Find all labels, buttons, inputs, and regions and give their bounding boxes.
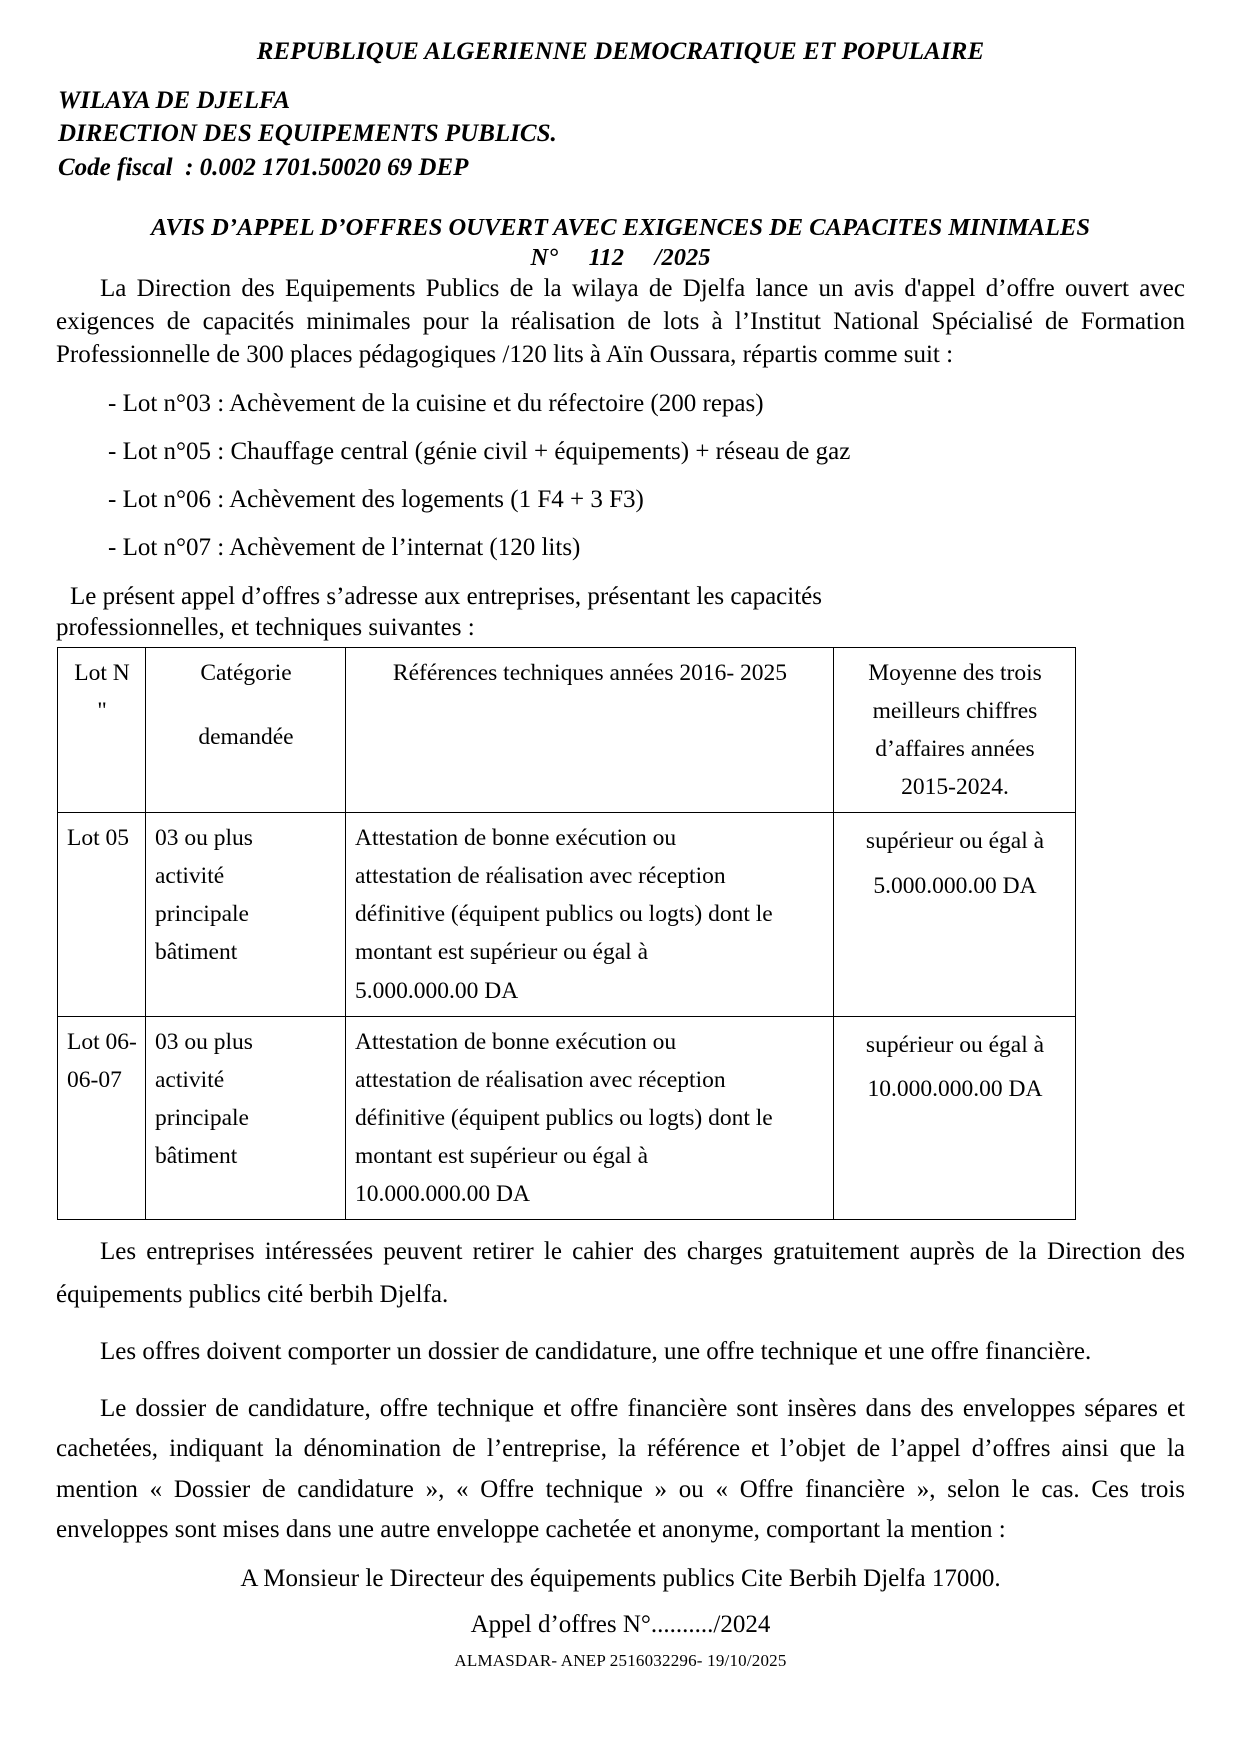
adresse-mention: A Monsieur le Directeur des équipements publics Cite Berbih Djelfa 17000. (240, 1564, 1001, 1592)
table-row (58, 1016, 1076, 1219)
issuer-block (58, 84, 1185, 184)
republic-heading: REPUBLIQUE ALGERIENNE DEMOCRATIQUE ET POPULAIRE (256, 38, 985, 65)
table-row (58, 813, 1076, 1016)
capacities-table (57, 647, 1076, 1220)
capacites-intro-line-2: professionnelles, et techniques suivantes : (56, 614, 475, 642)
cell-categorie (146, 1016, 346, 1219)
cell-references-line: définitive (équipent publics ou logts) dont le (355, 1104, 773, 1131)
cell-references-line: montant est supérieur ou égal à (355, 939, 649, 966)
col-header-categorie-line2: demandée (198, 724, 294, 751)
list-item: - Lot n°05 : Chauffage central (génie civil + équipements) + réseau de gaz (108, 437, 851, 465)
col-header-categorie (146, 648, 346, 813)
cell-moyenne (834, 813, 1076, 1016)
code-fiscal-line: Code fiscal : 0.002 1701.50020 69 DEP (58, 153, 469, 181)
cell-lot (58, 1016, 146, 1219)
col-header-moyenne-line4: 2015-2024. (901, 774, 1009, 801)
col-header-moyenne-line1: Moyenne des trois (868, 660, 1042, 686)
col-header-lot: Lot N " (58, 648, 146, 813)
cell-references-line: montant est supérieur ou égal à (355, 1142, 649, 1169)
cell-moyenne (834, 1016, 1076, 1219)
cell-references (346, 1016, 834, 1219)
notice-title-block (56, 214, 1185, 272)
cell-lot (58, 813, 146, 1016)
cell-references (346, 813, 834, 1016)
cell-references-line: Attestation de bonne exécution ou (355, 1028, 677, 1055)
retrait-paragraph: Les entreprises intéressées peuvent retirer le cahier des charges gratuitement auprès de la Direction des équipements publics cité berbih Djelfa. (56, 1237, 1185, 1308)
direction-line: DIRECTION DES EQUIPEMENTS PUBLICS. (58, 120, 557, 148)
cell-references-line: attestation de réalisation avec réception (355, 1066, 726, 1093)
intro-paragraph: La Direction des Equipements Publics de la wilaya de Djelfa lance un avis d'appel d’offre ouvert avec exigences de capacités minimales pour la réalisation de lots à l’Institut National Spécialisé de Formation Professionnelle de 300 places pédagogiques /120 lits à Aïn Oussara, répartis comme suit : (56, 274, 1185, 369)
notice-title: AVIS D’APPEL D’OFFRES OUVERT AVEC EXIGENCES DE CAPACITES MINIMALES (151, 213, 1090, 241)
cell-references-line: attestation de réalisation avec réception (355, 863, 726, 890)
table-header-row (58, 648, 1076, 813)
cell-moyenne-line2: 10.000.000.00 DA (867, 1076, 1043, 1103)
cell-categorie-line: bâtiment (155, 939, 238, 966)
cell-categorie-line: activité (155, 863, 225, 890)
cell-categorie-line: bâtiment (155, 1142, 238, 1169)
cell-references-line: définitive (équipent publics ou logts) dont le (355, 901, 773, 928)
col-header-categorie-line1: Catégorie (200, 660, 292, 686)
anep-footer: ALMASDAR- ANEP 2516032296- 19/10/2025 (454, 1650, 787, 1670)
cell-references-line: 10.000.000.00 DA (355, 1180, 530, 1207)
cell-categorie-line: 03 ou plus (155, 1028, 253, 1055)
cell-categorie-line: 03 ou plus (155, 825, 253, 852)
cell-lot-line2: 06-07 (67, 1066, 122, 1093)
cell-references-line: Attestation de bonne exécution ou (355, 825, 677, 852)
list-item: - Lot n°06 : Achèvement des logements (1 F4 + 3 F3) (108, 486, 644, 513)
lots-list (56, 388, 1185, 564)
capacites-intro-line-1: Le présent appel d’offres s’adresse aux entreprises, présentant les capacités (70, 582, 822, 610)
cell-lot-line1: Lot 05 (67, 825, 130, 852)
cell-moyenne-line1: supérieur ou égal à (865, 828, 1045, 855)
list-item: - Lot n°07 : Achèvement de l’internat (120 lits) (108, 534, 581, 562)
list-item: - Lot n°03 : Achèvement de la cuisine et du réfectoire (200 repas) (108, 389, 764, 417)
col-header-moyenne-line2: meilleurs chiffres (872, 698, 1038, 725)
cell-categorie-line: principale (155, 901, 249, 928)
cell-categorie (146, 813, 346, 1016)
wilaya-line: WILAYA DE DJELFA (58, 87, 291, 114)
offres-paragraph: Les offres doivent comporter un dossier de candidature, une offre technique et une offre financière. (100, 1337, 1092, 1365)
col-header-references: Références techniques années 2016- 2025 (346, 648, 834, 813)
cell-lot-line1: Lot 06- (67, 1028, 137, 1055)
cell-categorie-line: activité (155, 1066, 225, 1093)
capacites-intro (56, 581, 1185, 645)
cell-categorie-line: principale (155, 1104, 249, 1131)
enveloppes-paragraph: Le dossier de candidature, offre technique et offre financière sont insères dans des enveloppes sépares et cachetées, indiquant la dénomination de l’entreprise, la référence et l’objet de l’appel d’offres ainsi que la mention « Dossier de candidature », « Offre technique » ou « Offre financière », selon le cas. Ces trois enveloppes sont mises dans une autre enveloppe cachetée et anonyme, comportant la mention : (56, 1394, 1185, 1544)
col-header-moyenne-line3: d’affaires années (875, 736, 1035, 763)
cell-moyenne-line2: 5.000.000.00 DA (873, 872, 1037, 899)
col-header-moyenne (834, 648, 1076, 813)
notice-number: N° 112 /2025 (530, 243, 711, 271)
cell-references-line: 5.000.000.00 DA (355, 977, 519, 1004)
cell-moyenne-line1: supérieur ou égal à (865, 1031, 1045, 1058)
appel-offres-reference: Appel d’offres N°........../2024 (470, 1610, 771, 1638)
